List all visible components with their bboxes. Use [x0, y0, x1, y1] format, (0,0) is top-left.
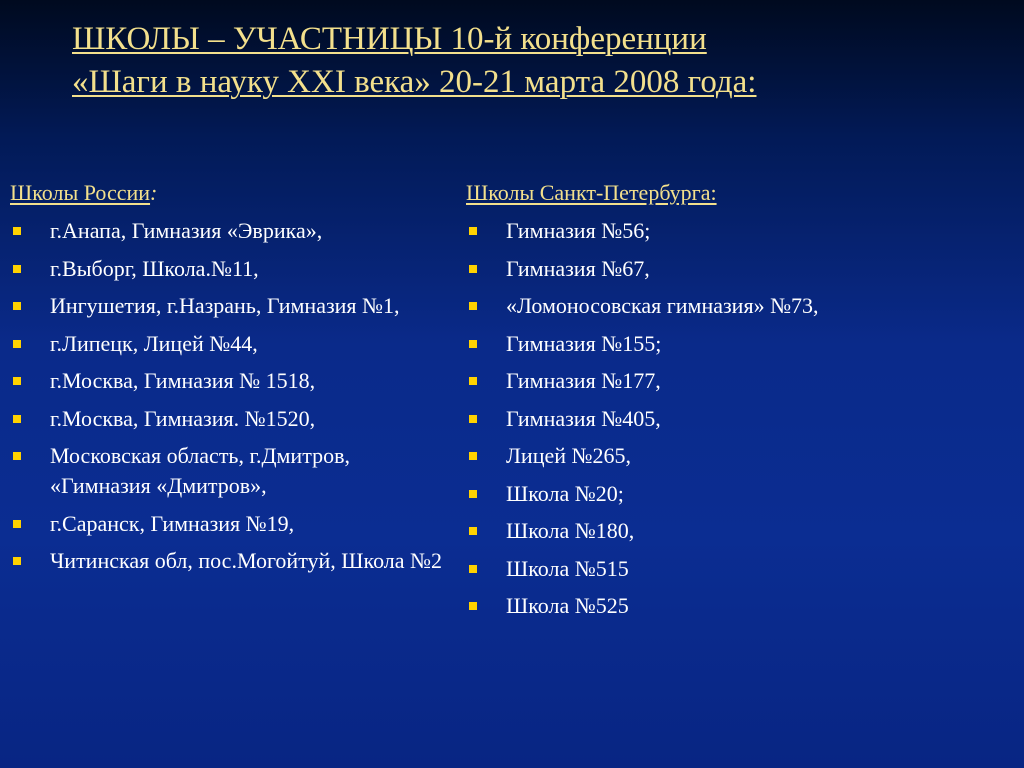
list-item	[466, 254, 1006, 284]
slide-title	[72, 18, 992, 104]
list-item	[10, 254, 450, 284]
square-bullet-icon	[13, 302, 21, 310]
list-item-text: Гимназия №177,	[506, 368, 661, 393]
list-item-text: Гимназия №56;	[506, 218, 651, 243]
square-bullet-icon	[469, 602, 477, 610]
spb-heading-text: Школы Санкт-Петербурга:	[466, 180, 717, 205]
list-item	[466, 329, 1006, 359]
list-item-text: Московская область, г.Дмитров, «Гимназия «Дмитров»,	[50, 443, 350, 498]
russia-schools-list	[10, 216, 450, 576]
square-bullet-icon	[469, 452, 477, 460]
list-item-text: Школа №515	[506, 555, 629, 581]
square-bullet-icon	[469, 415, 477, 423]
list-item	[10, 404, 450, 434]
list-item	[466, 441, 1006, 471]
list-item	[466, 216, 1006, 246]
spb-schools-column	[466, 178, 1006, 629]
list-item-text: Лицей №265,	[506, 443, 631, 468]
square-bullet-icon	[13, 415, 21, 423]
list-item-text: Гимназия №405,	[506, 405, 661, 431]
list-item-text: «Ломоносовская гимназия» №73,	[506, 293, 819, 318]
square-bullet-icon	[469, 265, 477, 273]
list-item	[466, 516, 1006, 546]
list-item-text: г.Саранск, Гимназия №19,	[50, 510, 295, 536]
russia-heading-colon: :	[150, 180, 158, 205]
russia-heading-text: Школы России	[10, 180, 151, 205]
list-item	[10, 546, 450, 576]
square-bullet-icon	[13, 340, 21, 348]
list-item-text: Гимназия №67,	[506, 255, 650, 281]
list-item-text: Школа №20;	[506, 480, 624, 506]
square-bullet-icon	[469, 377, 477, 385]
title-line-1: ШКОЛЫ – УЧАСТНИЦЫ 10-й конференции	[72, 21, 707, 57]
list-item-text: Школа №180,	[506, 518, 635, 543]
square-bullet-icon	[469, 340, 477, 348]
list-item	[10, 291, 450, 321]
list-item	[466, 404, 1006, 434]
square-bullet-icon	[13, 227, 21, 235]
square-bullet-icon	[13, 452, 21, 460]
list-item	[10, 366, 450, 396]
list-item	[10, 216, 450, 246]
list-item-text: Читинская обл, пос.Могойтуй, Школа №2	[50, 548, 443, 573]
list-item-text: г.Липецк, Лицей №44,	[50, 330, 258, 356]
list-item-text: Ингушетия, г.Назрань, Гимназия №1,	[50, 293, 400, 318]
square-bullet-icon	[469, 302, 477, 310]
spb-schools-list	[466, 216, 1006, 621]
list-item-text: г.Выборг, Школа.№11,	[50, 255, 259, 281]
list-item-text: Гимназия №155;	[506, 330, 662, 356]
list-item-text: г.Москва, Гимназия. №1520,	[50, 405, 316, 431]
square-bullet-icon	[13, 557, 21, 565]
square-bullet-icon	[469, 227, 477, 235]
list-item-text: г.Москва, Гимназия № 1518,	[50, 368, 316, 393]
list-item-text: г.Анапа, Гимназия «Эврика»,	[50, 218, 323, 243]
list-item	[466, 479, 1006, 509]
list-item	[466, 554, 1006, 584]
square-bullet-icon	[13, 520, 21, 528]
square-bullet-icon	[469, 490, 477, 498]
list-item	[466, 291, 1006, 321]
spb-schools-heading	[466, 178, 1006, 208]
title-line-2: «Шаги в науку XXI века» 20-21 марта 2008 года:	[72, 64, 757, 100]
list-item	[10, 329, 450, 359]
russia-schools-column	[10, 178, 450, 584]
list-item-text: Школа №525	[506, 593, 629, 618]
list-item	[466, 591, 1006, 621]
list-item	[466, 366, 1006, 396]
square-bullet-icon	[469, 565, 477, 573]
square-bullet-icon	[13, 265, 21, 273]
square-bullet-icon	[469, 527, 477, 535]
square-bullet-icon	[13, 377, 21, 385]
list-item	[10, 509, 450, 539]
list-item	[10, 441, 450, 501]
russia-schools-heading	[10, 178, 450, 208]
